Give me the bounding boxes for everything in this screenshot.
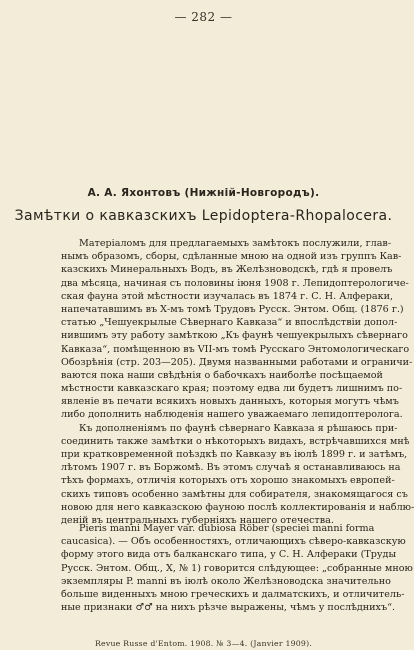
text-line: Кавказа“, помѣщенною въ VII-мъ томѣ Русскаго Энтомологическаго [61,343,410,355]
text-line: Къ дополненіямъ по фаунѣ сѣвернаго Кавказа я рѣшаюсь при- [79,422,398,434]
text-line: Матеріаломъ для предлагаемыхъ замѣтокъ послужили, глав- [79,238,392,249]
text-line: ные признаки ♂♂ на нихъ рѣзче выражены, чѣмъ у послѣднихъ“. [61,602,396,614]
text-line: либо дополнить наблюденія нашего уважаемаго лепидоптеролога. [61,409,403,421]
text-line: нившимъ эту работу замѣткою „Къ фаунѣ чешуекрылыхъ сѣвернаго [61,330,408,342]
text-line: ваются пока наши свѣдѣнія о бабочкахъ наиболѣе посѣщаемой [61,369,383,381]
text-line: явленіе въ печати всякихъ новыхъ данныхъ, которыя могутъ чѣмъ [61,396,399,408]
text-line: деній въ центральныхъ губерніяхъ нашего отечества. [61,514,334,526]
text-line: больше виденныхъ мною греческихъ и далматскихъ, и отличитель- [61,588,405,600]
text-line: два мѣсяца, начиная съ половины іюня 1908 г. Лепидоптерологиче- [61,277,409,289]
page-number: — 282 — [174,10,233,24]
text-line: новою для него кавказскою фауною послѣ коллектированія и наблю- [61,501,414,513]
paragraph-1 [61,237,414,527]
text-line: скихъ типовъ особенно замѣтны для собирателя, знакомящагося съ [61,488,408,500]
text-line: лѣтомъ 1907 г. въ Боржомѣ. Въ этомъ случаѣ я останавливаюсь на [61,462,401,474]
text-line: при кратковременной поѣздкѣ по Кавказу въ іюлѣ 1899 г. и затѣмъ, [61,449,408,460]
author-line: А. А. Яхонтовъ (Нижній-Новгородъ). [87,187,320,199]
text-line: нымъ образомъ, сборы, сдѣланные мною на одной изъ группъ Кав- [61,251,402,263]
text-line: экземпляры P. manni въ іюлѣ около Желѣзноводска значительно [61,575,391,587]
species-entry-line: Pieris manni Mayer var. dubiosa Röber (speciei manni forma [79,523,375,534]
text-line: форму этого вида отъ балканскаго типа, у С. Н. Алфераки (Труды [61,549,397,561]
text-line: Обозрѣнія (стр. 203—205). Двумя названными работами и ограничи- [61,356,413,368]
text-line: соединить также замѣтки о нѣкоторыхъ видахъ, встрѣчавшихся мнѣ [61,435,410,447]
text-line: напечатавшимъ въ Х-мъ томѣ Трудовъ Русск. Энтом. Общ. (1876 г.) [61,303,404,315]
text-line: тѣхъ формахъ, отличія которыхъ отъ хорошо знакомыхъ европей- [61,475,395,487]
article-title: Замѣтки о кавказскихъ Lepidoptera-Rhopalocera. [14,208,393,224]
text-line: статью „Чешуекрылые Сѣвернаго Кавказа“ и впослѣдствіи допол- [61,317,398,329]
paragraph-2 [61,522,413,614]
text-line: caucasica). — Объ особенностяхъ, отличающихъ сѣверо-кавказскую [61,536,406,548]
text-line: Русск. Энтом. Общ., X, № 1) говорится слѣдующее: „собранные мною [61,562,413,574]
text-line: казскихъ Минеральныхъ Водъ, въ Желѣзноводскѣ, гдѣ я провелъ [61,264,393,276]
text-line: мѣстности кавказскаго края; поэтому едва ли будетъ лишнимъ по- [61,383,403,395]
text-line: ская фауна этой мѣстности изучалась въ 1874 г. С. Н. Алфераки, [61,290,394,302]
journal-footer: Revue Russe d'Entom. 1908. № 3—4. (Janvier 1909). [94,639,313,648]
